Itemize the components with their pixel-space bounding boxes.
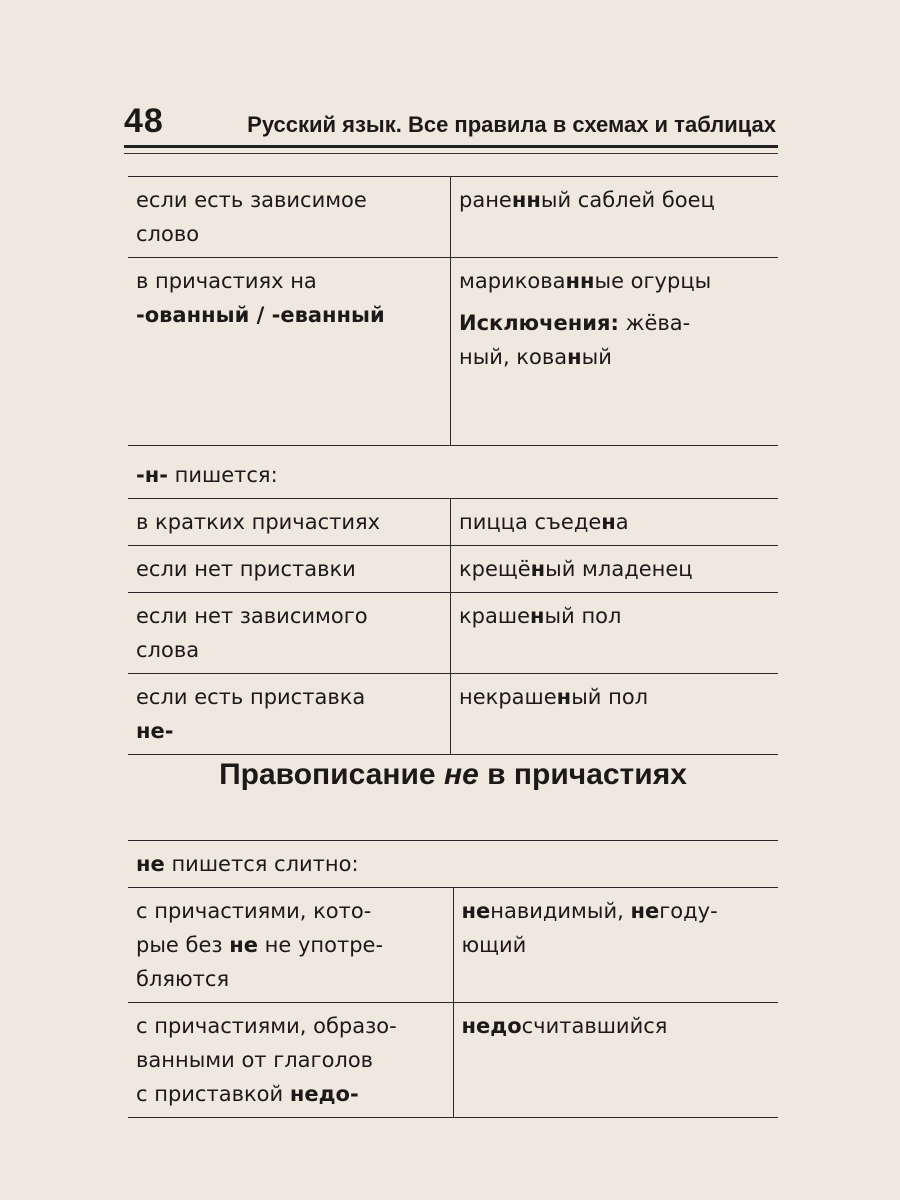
section-title: [128, 758, 778, 792]
table-row: [128, 674, 778, 755]
title-part: в причастиях: [487, 758, 687, 791]
table-row: [128, 499, 778, 546]
rule-heading-text: пишется:: [174, 463, 278, 487]
rule-heading-text: пишется слитно:: [171, 852, 359, 876]
rule-heading: [128, 446, 778, 499]
rule-suffix: -ованный / -еванный: [136, 303, 385, 327]
spelling-table-ne: [128, 840, 778, 1118]
rule-cell: если нет зависимого слова: [128, 593, 451, 674]
header-rule-thick: [124, 145, 778, 148]
table-row: [128, 446, 778, 499]
table-row: [128, 546, 778, 593]
rule-text: в причастиях на: [136, 269, 317, 293]
example-cell: пицца съедена: [451, 499, 779, 546]
table-row: [128, 841, 778, 888]
rule-cell: с причастиями, кото- рые без не не употре- бляются: [128, 888, 453, 1003]
table-row: [128, 258, 778, 446]
table-row: [128, 1003, 778, 1118]
rule-cell: если есть зависимое слово: [128, 177, 451, 258]
rule-cell: [128, 674, 451, 755]
table-row: [128, 593, 778, 674]
example-cell: раненный саблей боец: [451, 177, 779, 258]
spelling-table-nn: [128, 176, 778, 755]
exceptions: Исключения: жёва- ный, кованый: [459, 311, 691, 369]
header-rule-thin: [124, 153, 778, 154]
rule-prefix: не-: [136, 719, 174, 743]
running-header: [122, 100, 778, 150]
table-row: [128, 888, 778, 1003]
example-cell: марикованные огурцы Исключения: жёва- ный, кованый: [451, 258, 779, 446]
rule-cell: если нет приставки: [128, 546, 451, 593]
rule-text: если есть приставка: [136, 685, 366, 709]
exceptions-label: Исключения:: [459, 311, 619, 335]
title-part: Правописание: [219, 758, 436, 791]
example-cell: ненавидимый, негоду- ющий: [453, 888, 778, 1003]
table-row: [128, 177, 778, 258]
rule-cell: [128, 258, 451, 446]
rule-heading-bold: -н-: [136, 463, 168, 487]
title-emphasis: не: [443, 758, 479, 791]
example-cell: крашеный пол: [451, 593, 779, 674]
book-title: Русский язык. Все правила в схемах и таблицах: [247, 112, 776, 137]
example-cell: крещёный младенец: [451, 546, 779, 593]
rule-cell: в кратких причастиях: [128, 499, 451, 546]
rule-heading: [128, 841, 778, 888]
rule-heading-bold: не: [136, 852, 165, 876]
example-cell: некрашеный пол: [451, 674, 779, 755]
page-number: 48: [124, 102, 164, 140]
example-cell: недосчитавшийся: [453, 1003, 778, 1118]
rule-cell: с причастиями, образо- ванными от глаголов с приставкой недо-: [128, 1003, 453, 1118]
